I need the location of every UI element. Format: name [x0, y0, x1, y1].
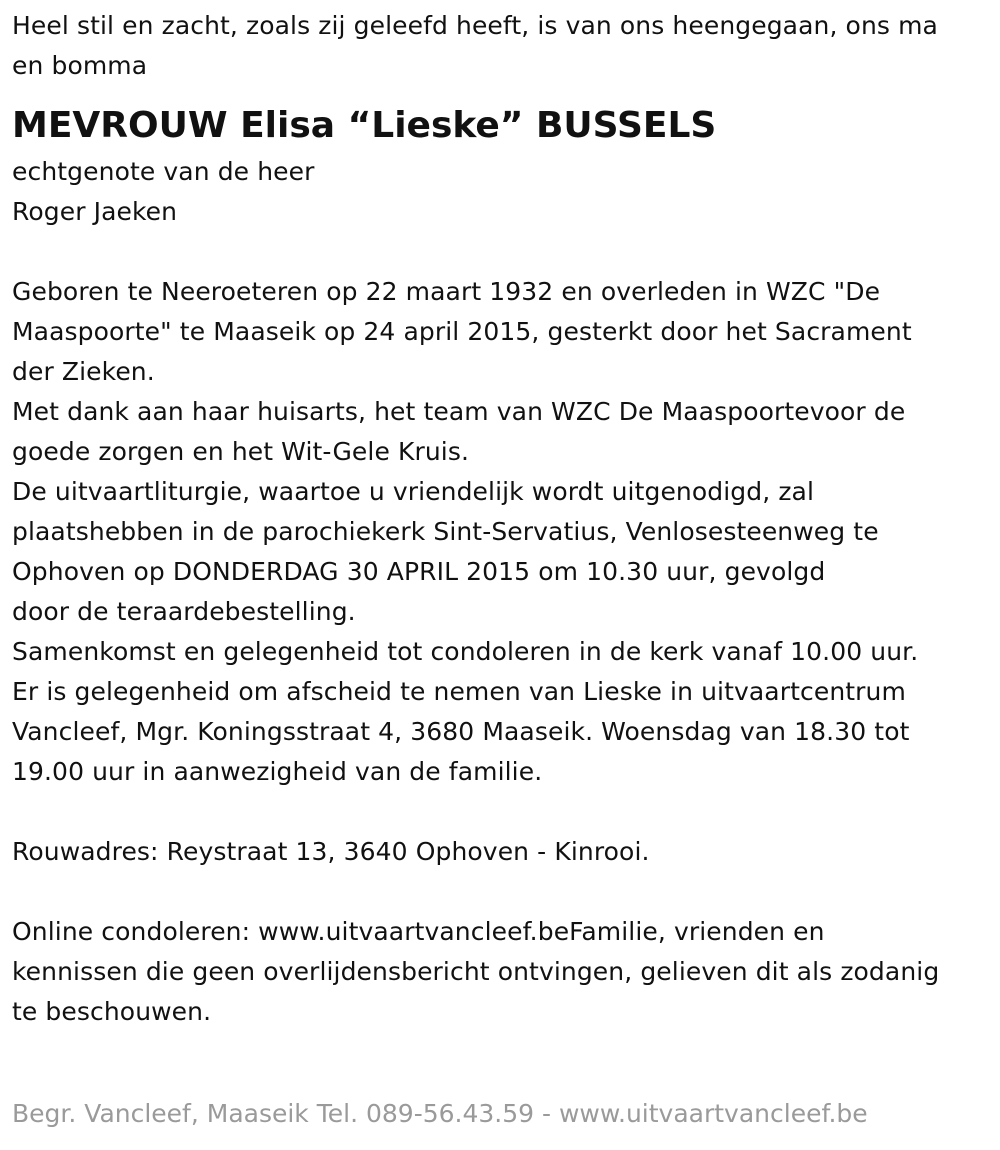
body-line: 19.00 uur in aanwezigheid van de familie. [12, 757, 543, 786]
spouse-line: echtgenote van de heer [12, 157, 315, 186]
intro-line: Heel stil en zacht, zoals zij geleefd heeft, is van ons heengegaan, ons ma [12, 11, 938, 40]
mourning-address: Rouwadres: Reystraat 13, 3640 Ophoven - Kinrooi. [12, 837, 650, 866]
body-line: goede zorgen en het Wit-Gele Kruis. [12, 437, 470, 466]
online-line: kennissen die geen overlijdensbericht ontvingen, gelieven dit als zodanig [12, 957, 940, 986]
intro-line: en bomma [12, 51, 148, 80]
body-line: der Zieken. [12, 357, 155, 386]
online-line: te beschouwen. [12, 997, 212, 1026]
spouse-info [12, 152, 988, 232]
body-line: plaatshebben in de parochiekerk Sint-Servatius, Venlosesteenweg te [12, 517, 879, 546]
notice-body [12, 272, 988, 792]
funeral-home-footer: Begr. Vancleef, Maaseik Tel. 089-56.43.59 - www.uitvaartvancleef.be [12, 1099, 868, 1128]
body-line: Vancleef, Mgr. Koningsstraat 4, 3680 Maaseik. Woensdag van 18.30 tot [12, 717, 910, 746]
body-line: Ophoven op DONDERDAG 30 APRIL 2015 om 10.30 uur, gevolgd [12, 557, 826, 586]
body-line: Geboren te Neeroeteren op 22 maart 1932 en overleden in WZC "De [12, 277, 881, 306]
intro-text [12, 6, 988, 86]
body-line: door de teraardebestelling. [12, 597, 356, 626]
spouse-name: Roger Jaeken [12, 197, 178, 226]
body-line: Met dank aan haar huisarts, het team van WZC De Maaspoortevoor de [12, 397, 906, 426]
body-line: Maaspoorte" te Maaseik op 24 april 2015, gesterkt door het Sacrament [12, 317, 912, 346]
deceased-name: MEVROUW Elisa “Lieske” BUSSELS [12, 105, 717, 146]
body-line: De uitvaartliturgie, waartoe u vriendelijk wordt uitgenodigd, zal [12, 477, 815, 506]
online-line: Online condoleren: www.uitvaartvancleef.beFamilie, vrienden en [12, 917, 825, 946]
spacer [12, 232, 988, 272]
spacer [12, 872, 988, 912]
body-line: Samenkomst en gelegenheid tot condoleren in de kerk vanaf 10.00 uur. [12, 637, 919, 666]
online-condolence [12, 912, 988, 1032]
spacer [12, 792, 988, 832]
body-line: Er is gelegenheid om afscheid te nemen van Lieske in uitvaartcentrum [12, 677, 906, 706]
